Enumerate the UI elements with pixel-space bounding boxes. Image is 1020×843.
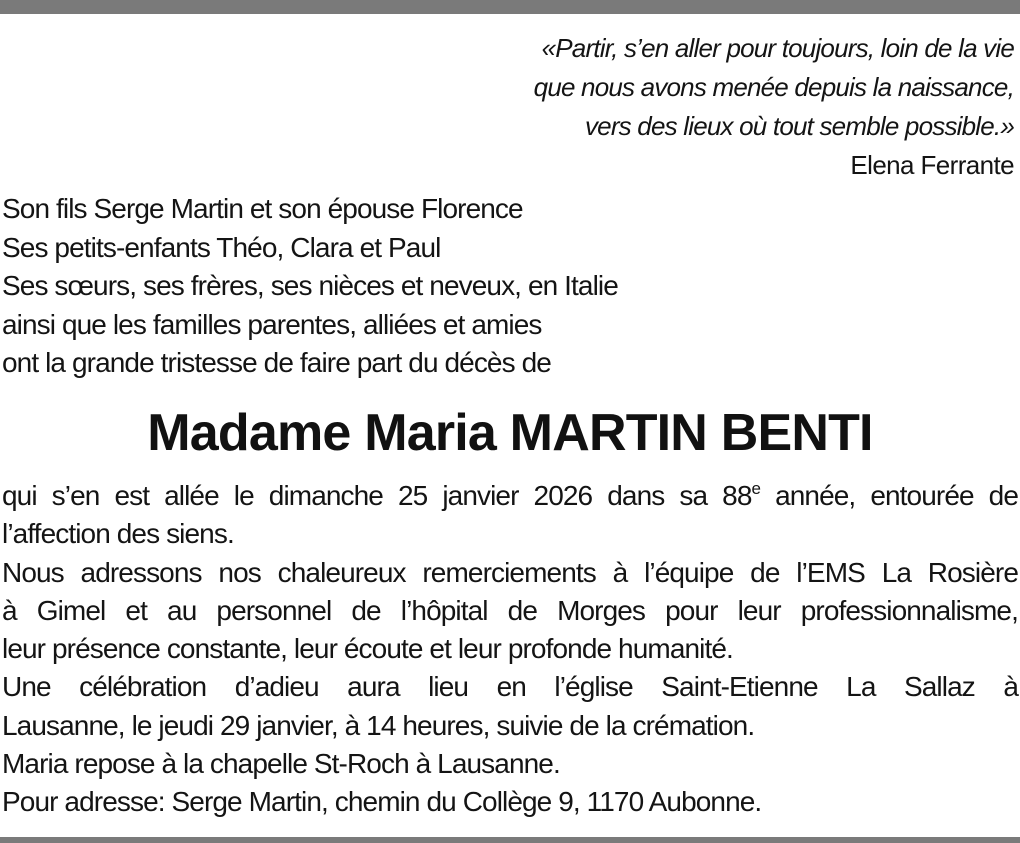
address-line: Pour adresse: Serge Martin, chemin du Collège 9, 1170 Aubonne. [2, 786, 762, 818]
epigraph-line: vers des lieux où tout semble possible.» [584, 111, 1014, 141]
epigraph-line: «Partir, s’en aller pour toujours, loin de la vie [541, 33, 1014, 63]
family-line: ainsi que les familles parentes, alliées et amies [2, 308, 542, 340]
family-line: ont la grande tristesse de faire part du décès de [2, 347, 551, 378]
family-line: Ses sœurs, ses frères, ses nièces et neveux, en Italie [2, 270, 618, 301]
epigraph-author: Elena Ferrante [850, 150, 1014, 180]
ordinal-suffix: e [751, 479, 761, 498]
thanks-line: Nous adressons nos chaleureux remerciements à l’équipe de l’EMS La Rosière [2, 556, 1018, 588]
family-announcement [2, 190, 802, 383]
ceremony-line: Lausanne, le jeudi 29 janvier, à 14 heures, suivie de la crémation. [2, 709, 755, 741]
family-line: Ses petits-enfants Théo, Clara et Paul [2, 231, 441, 263]
passing-sentence [2, 477, 1018, 515]
top-rule [0, 0, 1020, 14]
epigraph-line: que nous avons menée depuis la naissance, [533, 72, 1014, 102]
ceremony-line: Une célébration d’adieu aura lieu en l’église Saint-Etienne La Sallaz à [2, 671, 1018, 703]
thanks-line: à Gimel et au personnel de l’hôpital de Morges pour leur professionnalisme, [2, 594, 1018, 626]
bottom-rule [0, 837, 1020, 843]
deceased-name: Madame Maria MARTIN BENTI [147, 404, 873, 462]
passing-text: qui s’en est allée le dimanche 25 janvier 2026 dans sa 88 [2, 480, 752, 511]
epigraph [314, 29, 1014, 185]
thanks-line: leur présence constante, leur écoute et leur profonde humanité. [2, 633, 733, 665]
notice-body [2, 477, 1018, 822]
repose-line: Maria repose à la chapelle St-Roch à Lausanne. [2, 748, 560, 780]
family-line: Son fils Serge Martin et son épouse Florence [2, 193, 523, 224]
passing-continuation: l’affection des siens. [2, 518, 234, 550]
passing-text-end: année, entourée de [760, 480, 1019, 511]
